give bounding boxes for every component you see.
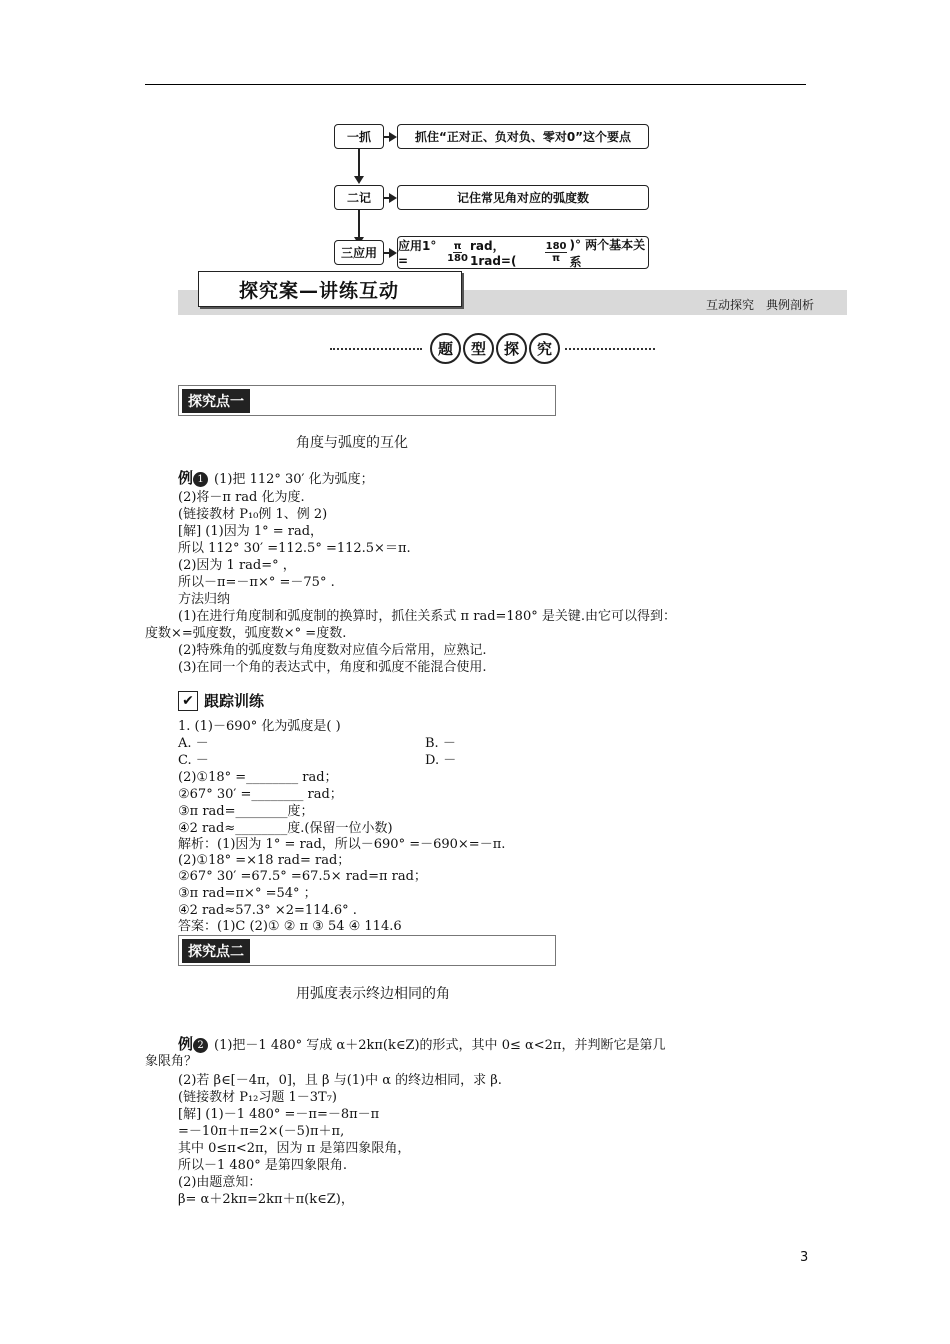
example1-line: (链接教材 P₁₀例 1、例 2) — [178, 507, 328, 522]
point1-box — [178, 385, 556, 416]
header-rule — [145, 84, 806, 85]
tracking-option-d: D. － — [425, 753, 457, 768]
example2-line: 其中 0≤π<2π，因为 π 是第四象限角， — [178, 1141, 411, 1156]
example1-line: 所以－π=－π×° =－75° . — [178, 575, 335, 590]
check-icon: ✔ — [178, 691, 198, 711]
example2-line: 例 2 (1)把－1 480° 写成 α＋2kπ(k∈Z)的形式，其中 0≤ α<2π，并判断它是第几 — [178, 1035, 666, 1053]
tracking-line: ④2 rad≈57.3° ×2=114.6° . — [178, 903, 357, 918]
example1-line: (3)在同一个角的表达式中，角度和弧度不能混合使用. — [178, 660, 487, 675]
section-char: 型 — [463, 333, 494, 364]
dotted-line-right — [565, 348, 655, 352]
example2-tag: 例 — [178, 1035, 194, 1053]
point1-title: 角度与弧度的互化 — [296, 435, 408, 451]
point2-title: 用弧度表示终边相同的角 — [296, 986, 450, 1002]
example2-line: =－10π＋π=2×(－5)π＋π, — [178, 1124, 345, 1139]
section-char: 题 — [430, 333, 461, 364]
example2-line: 所以－1 480° 是第四象限角. — [178, 1158, 347, 1173]
tracking-line: 解析：(1)因为 1° = rad，所以－690° =－690×=－π. — [178, 837, 506, 852]
tracking-answer: 答案：(1)C (2)① ② π ③ 54 ④ 114.6 — [178, 919, 402, 934]
flow-step2-label: 二记 — [334, 185, 384, 210]
tracking-line: (2)①18° =×18 rad= rad； — [178, 853, 351, 868]
example1-tag: 例 — [178, 469, 194, 487]
example1-line: (2)将－π rad 化为度. — [178, 490, 305, 505]
tracking-line: ②67° 30′ =67.5° =67.5× rad=π rad； — [178, 869, 427, 884]
flow-step1-label: 一抓 — [334, 124, 384, 149]
banner-title: 探究案—讲练互动 — [198, 271, 462, 307]
section-char: 探 — [496, 333, 527, 364]
point1-label: 探究点一 — [182, 389, 250, 413]
tracking-title: ✔ 跟踪训练 — [178, 690, 264, 711]
tracking-option-b: B. － — [425, 736, 456, 751]
dotted-line-left — [330, 348, 422, 352]
flow-step2-desc: 记住常见角对应的弧度数 — [397, 185, 649, 210]
banner-subtitle: 互动探究 典例剖析 — [706, 298, 815, 312]
tracking-line: ②67° 30′ =________ rad； — [178, 787, 343, 802]
example1-line: (2)特殊角的弧度数与角度数对应值今后常用，应熟记. — [178, 643, 487, 658]
example1-line: 度数×=弧度数，弧度数×° =度数. — [145, 626, 347, 641]
example1-line: [解] (1)因为 1° = rad， — [178, 524, 324, 539]
section-char: 究 — [529, 333, 560, 364]
tracking-option-c: C. － — [178, 753, 209, 768]
example2-line: (2)若 β∈[－4π，0]，且 β 与(1)中 α 的终边相同，求 β. — [178, 1073, 502, 1088]
example1-line: (2)因为 1 rad=° ， — [178, 558, 296, 573]
example1-num-icon: 1 — [193, 472, 208, 487]
tracking-question: 1. (1)－690° 化为弧度是( ) — [178, 719, 341, 734]
example1-line: (1)在进行角度制和弧度制的换算时，抓住关系式 π rad=180° 是关键.由它可以得到： — [178, 609, 676, 624]
tracking-line: ③π rad=π×° =54° ； — [178, 886, 317, 901]
example2-num-icon: 2 — [193, 1038, 208, 1053]
tracking-line: ④2 rad≈________度.(保留一位小数) — [178, 821, 393, 836]
flow-step3-label: 三应用 — [334, 240, 384, 265]
tracking-line: (2)①18° =________ rad； — [178, 770, 338, 785]
point2-box — [178, 935, 556, 966]
example1-line: 方法归纳 — [178, 592, 231, 607]
example2-line: (链接教材 P₁₂习题 1－3T₇) — [178, 1090, 338, 1105]
tracking-option-a: A. － — [178, 736, 209, 751]
example2-line: (2)由题意知： — [178, 1175, 262, 1190]
flow-step3-desc: 应用1° = $\frac{\pi}{180}$ rad，1rad=( $\frac{180}{\pi}$ )° 两个基本关系 — [397, 236, 649, 269]
example2-line: 象限角？ — [145, 1054, 198, 1069]
flow-step1-desc: 抓住“正对正、负对负、零对0”这个要点 — [397, 124, 649, 149]
example1-line: 所以 112° 30′ =112.5° =112.5×＝π. — [178, 541, 411, 556]
example2-line: [解] (1)－1 480° =－π=－8π－π — [178, 1107, 380, 1122]
example1-line: 例 1 (1)把 112° 30′ 化为弧度； — [178, 469, 374, 487]
section-header — [430, 333, 560, 364]
tracking-line: ③π rad=________度； — [178, 804, 314, 819]
point2-label: 探究点二 — [182, 939, 250, 963]
page-number: 3 — [800, 1250, 809, 1265]
example2-line: β= α＋2kπ=2kπ＋π(k∈Z)， — [178, 1192, 354, 1207]
